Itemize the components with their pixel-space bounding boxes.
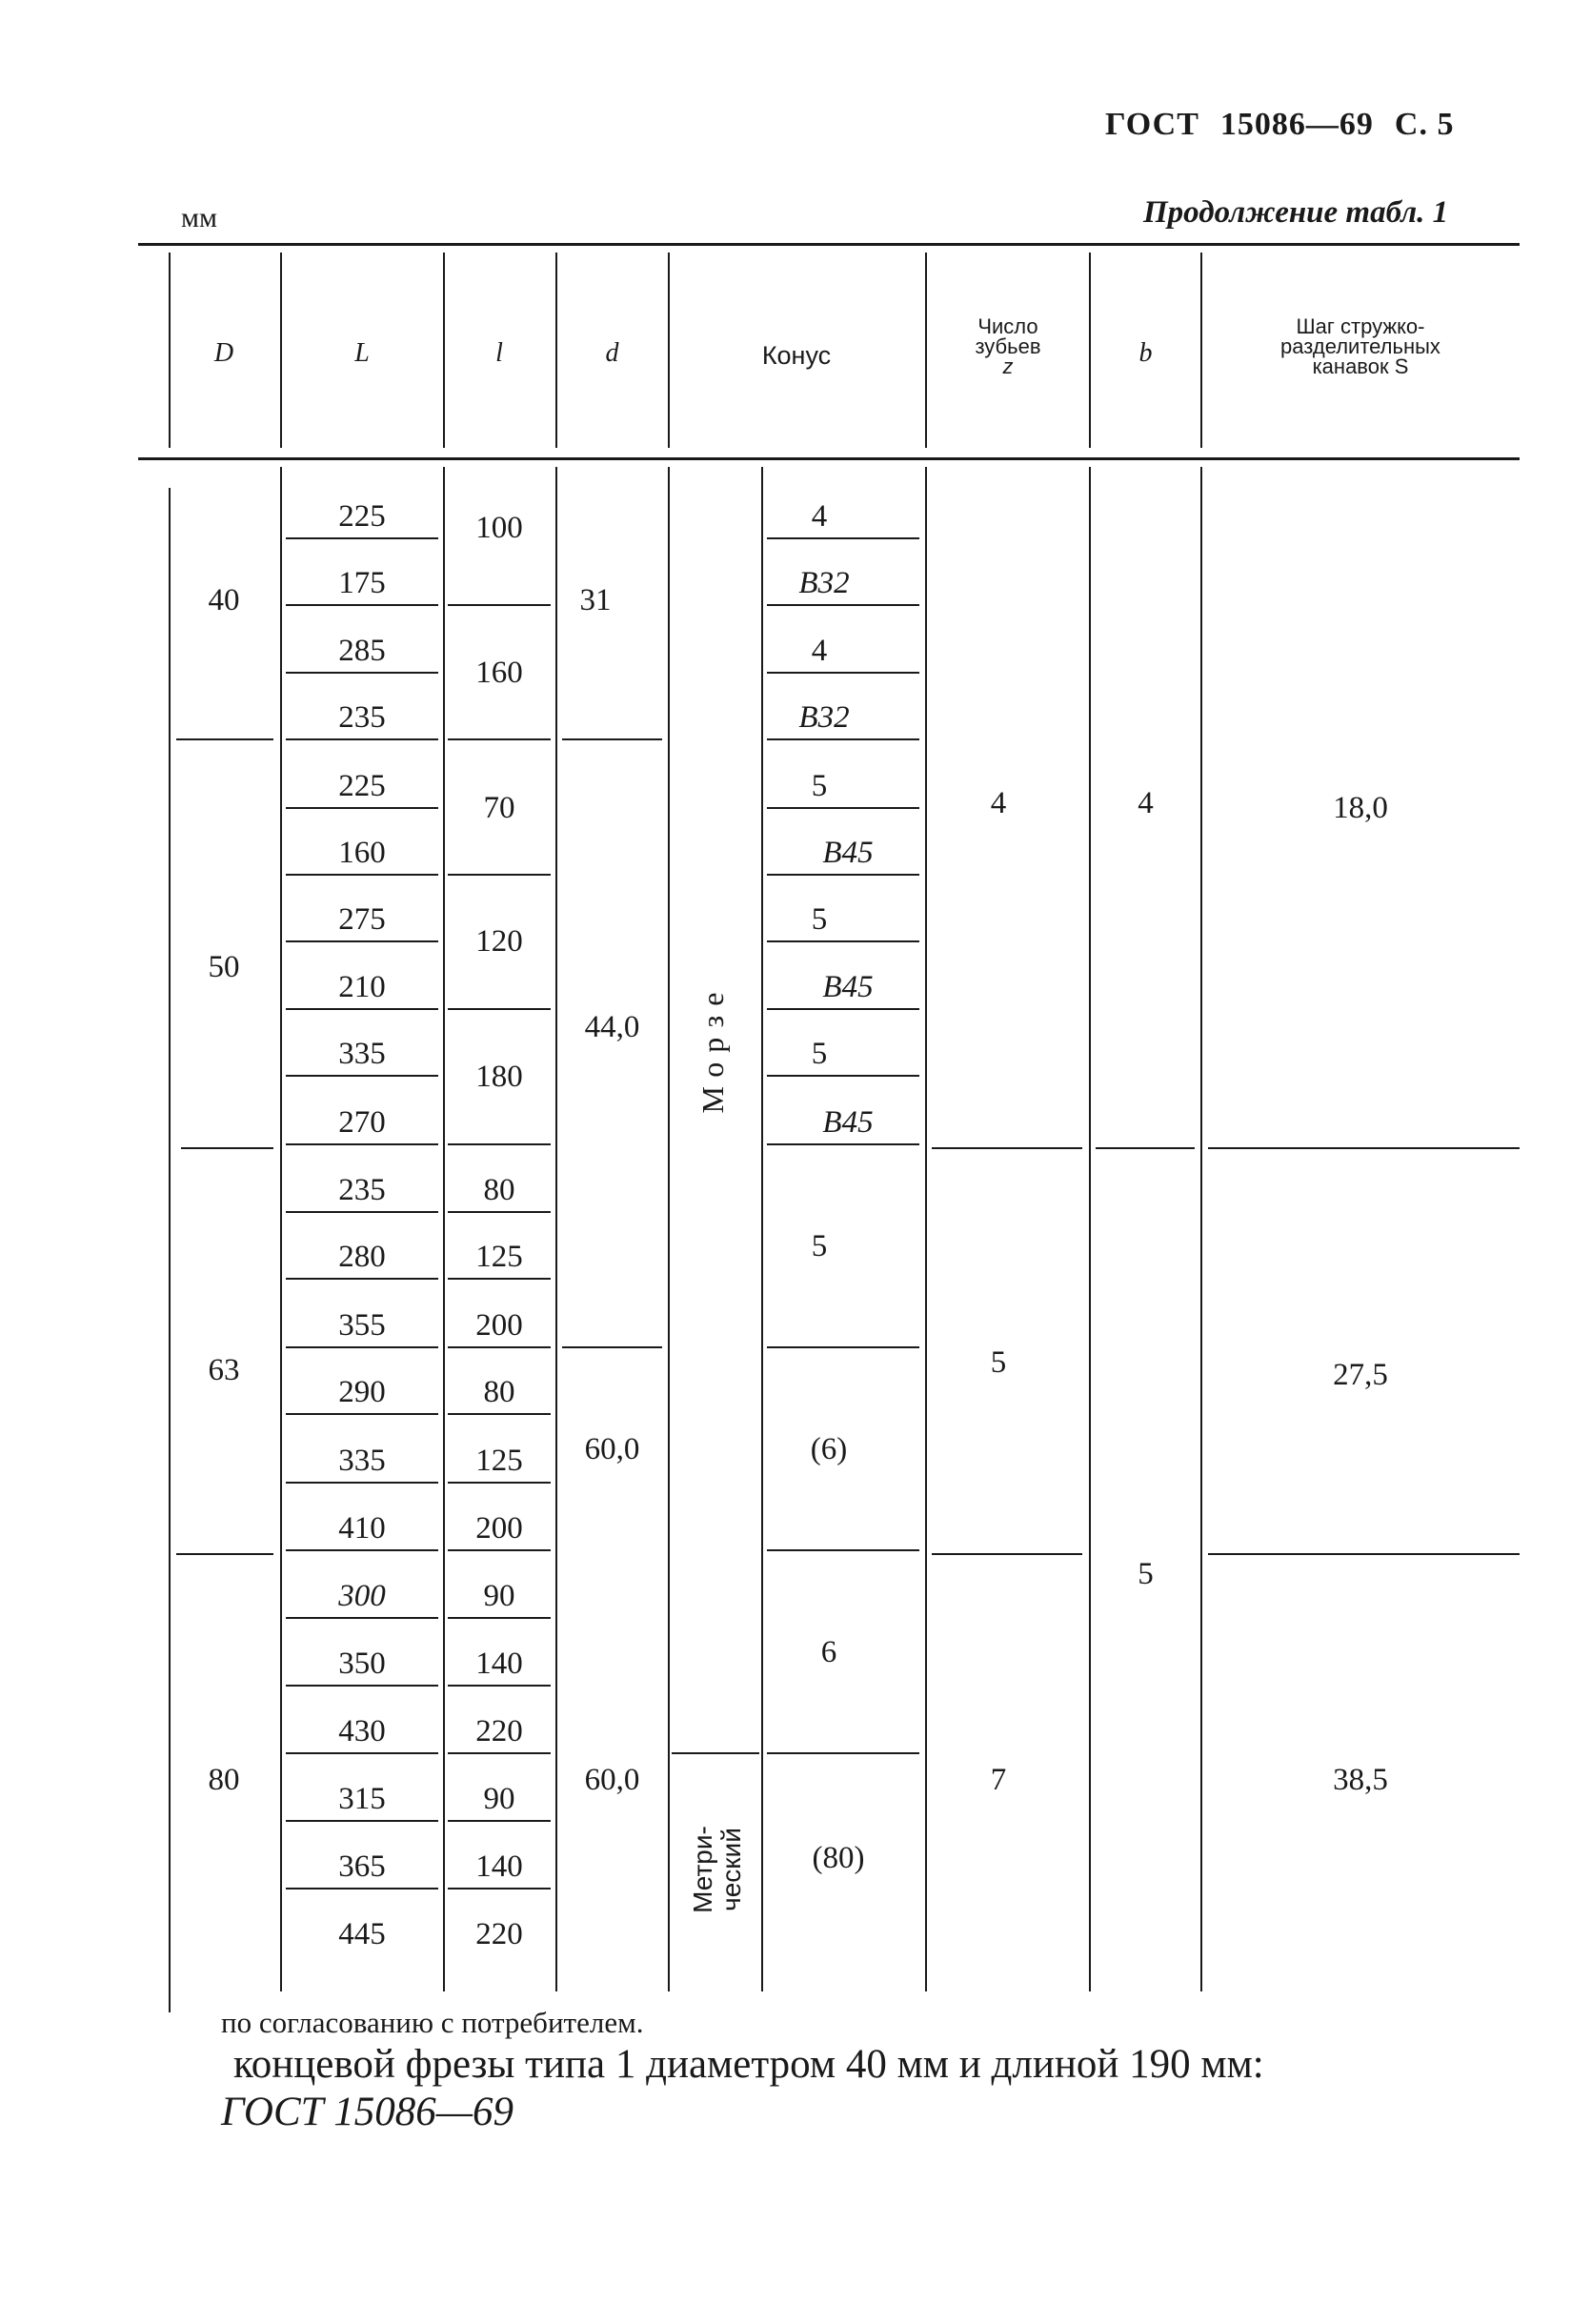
cell-l: 140: [475, 1849, 523, 1884]
cell-L: 275: [338, 902, 386, 937]
cell-D: 63: [208, 1353, 240, 1387]
cell-D: 50: [208, 950, 240, 984]
cone-type-morse: Морзе: [695, 982, 730, 1114]
hdr-vline: [280, 253, 282, 448]
body-vline: [169, 488, 171, 2012]
cell-L: 410: [338, 1511, 386, 1546]
hdr-vline: [1200, 253, 1202, 448]
cell-S: 18,0: [1333, 791, 1388, 825]
cell-L: 175: [338, 566, 386, 600]
cell-D: 40: [208, 583, 240, 617]
hdr-vline: [169, 253, 171, 448]
cell-L: 210: [338, 970, 386, 1004]
col-header-cone: Конус: [761, 341, 832, 370]
cell-cone: B32: [798, 566, 850, 600]
cell-L: 335: [338, 1037, 386, 1071]
cell-l: 70: [483, 791, 515, 825]
cell-L: 430: [338, 1714, 386, 1748]
cell-S: 38,5: [1333, 1763, 1388, 1797]
cell-L: 225: [338, 499, 386, 534]
cell-S: 27,5: [1333, 1358, 1388, 1392]
cell-cone: 5: [811, 1037, 828, 1071]
hdr-vline: [925, 253, 927, 448]
cell-d: 44,0: [584, 1010, 640, 1044]
cell-L: 300: [338, 1579, 386, 1613]
d-group-rule: [176, 738, 273, 740]
cell-cone: B45: [822, 1105, 874, 1140]
hdr-vline: [1089, 253, 1091, 448]
d-group-rule: [181, 1147, 273, 1149]
cell-L: 285: [338, 634, 386, 668]
cell-cone: B45: [822, 970, 874, 1004]
cell-l: 160: [475, 656, 523, 690]
cell-L: 225: [338, 769, 386, 803]
cell-l: 90: [483, 1782, 515, 1816]
cell-b: 5: [1138, 1557, 1154, 1591]
cell-L: 290: [338, 1375, 386, 1409]
body-vline: [555, 467, 557, 1991]
table-continuation-label: Продолжение табл. 1: [1143, 195, 1449, 230]
cell-l: 120: [475, 924, 523, 959]
cell-l: 200: [475, 1511, 523, 1546]
hdr-vline: [443, 253, 445, 448]
cell-cone: 5: [811, 902, 828, 937]
cell-l: 220: [475, 1714, 523, 1748]
cell-l: 220: [475, 1917, 523, 1951]
col-header-L: L: [354, 338, 370, 368]
cell-l: 80: [483, 1173, 515, 1207]
cell-z: 7: [990, 1763, 1007, 1797]
body-vline: [925, 467, 927, 1991]
cell-cone: 5: [811, 769, 828, 803]
cell-l: 100: [475, 511, 523, 545]
col-header-l: l: [495, 338, 503, 368]
cell-cone: B45: [822, 836, 874, 870]
hdr-vline: [555, 253, 557, 448]
cell-L: 235: [338, 700, 386, 735]
body-vline: [1200, 467, 1202, 1991]
cell-d: 31: [579, 583, 612, 617]
cell-z: 4: [990, 786, 1007, 820]
cell-cone: (80): [812, 1841, 865, 1875]
note-gost-designation: ГОСТ 15086—69: [221, 2090, 514, 2134]
gost-label: ГОСТ: [1105, 107, 1199, 142]
col-header-pitch: Шаг стружко- разделительных канавок S: [1280, 314, 1440, 378]
cell-l: 140: [475, 1647, 523, 1681]
cell-cone: 6: [820, 1635, 837, 1669]
cell-l: 90: [483, 1579, 515, 1613]
table-top-rule: [138, 243, 1520, 246]
cell-L: 270: [338, 1105, 386, 1140]
cell-L: 335: [338, 1444, 386, 1478]
cell-L: 160: [338, 836, 386, 870]
cell-L: 365: [338, 1849, 386, 1884]
body-vline: [280, 467, 282, 1991]
cell-cone: 4: [811, 634, 828, 668]
col-header-d: d: [605, 338, 619, 368]
cell-D: 80: [208, 1763, 240, 1797]
page-number: С. 5: [1394, 107, 1455, 142]
cell-l: 180: [475, 1060, 523, 1094]
cell-l: 200: [475, 1308, 523, 1343]
cell-l: 125: [475, 1240, 523, 1274]
cell-cone: (6): [810, 1432, 848, 1466]
cell-L: 315: [338, 1782, 386, 1816]
cell-cone: B32: [798, 700, 850, 735]
cell-L: 280: [338, 1240, 386, 1274]
cell-L: 355: [338, 1308, 386, 1343]
cell-d: 60,0: [584, 1432, 640, 1466]
cell-l: 125: [475, 1444, 523, 1478]
d-group-rule: [176, 1553, 273, 1555]
body-vline: [1089, 467, 1091, 1991]
cell-L: 445: [338, 1917, 386, 1951]
units-label: мм: [181, 202, 217, 233]
gost-number: 15086—69: [1219, 107, 1374, 142]
col-header-b: b: [1138, 338, 1153, 368]
col-header-teeth: Число зубьев z: [975, 314, 1041, 378]
cell-z: 5: [990, 1345, 1007, 1380]
cell-d: 60,0: [584, 1763, 640, 1797]
hdr-vline: [668, 253, 670, 448]
note-example: концевой фрезы типа 1 диаметром 40 мм и длиной 190 мм:: [233, 2042, 1264, 2087]
cell-b: 4: [1138, 786, 1154, 820]
cone-type-metric: Метри- ческий: [688, 1826, 746, 1913]
gost-page-header: [1105, 107, 1454, 143]
col-header-D: D: [213, 338, 234, 368]
body-vline: [443, 467, 445, 1991]
cell-cone: 5: [811, 1229, 828, 1263]
cell-L: 350: [338, 1647, 386, 1681]
body-vline: [668, 467, 670, 1991]
body-vline: [761, 467, 763, 1991]
cell-l: 80: [483, 1375, 515, 1409]
note-agreement: по согласованию с потребителем.: [221, 2006, 644, 2039]
cell-L: 235: [338, 1173, 386, 1207]
cell-cone: 4: [811, 499, 828, 534]
table-header-bottom-rule: [138, 457, 1520, 460]
